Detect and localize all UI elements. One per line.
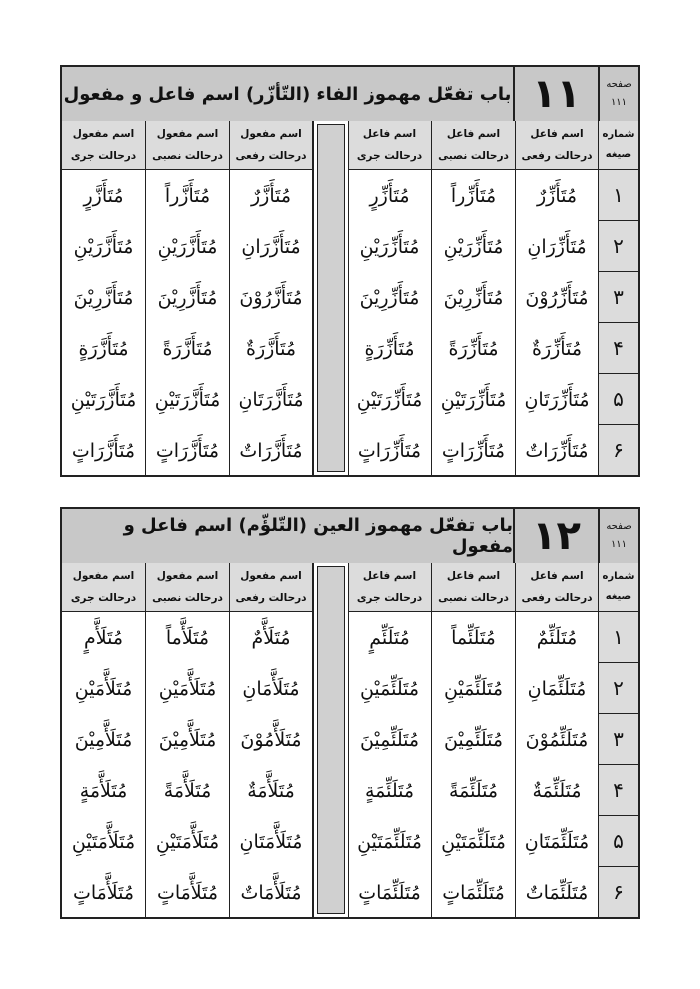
form-cell: مُتَأَزِّرَاتٍ	[441, 439, 506, 462]
column-type: اسم مفعول	[72, 570, 135, 582]
column-header	[230, 121, 313, 170]
form-column	[516, 170, 599, 475]
row-number: ۳	[599, 714, 638, 765]
column-case: درحالت جری	[356, 150, 423, 162]
form-cell: مُتَلَئِّمَيْنِ	[359, 677, 420, 700]
form-cell: مُتَلَئِّمَةٍ	[364, 779, 415, 802]
page-number: ۱۱۱	[610, 539, 628, 550]
form-cell: مُتَأَزِّرَةٌ	[532, 337, 583, 360]
column-header	[230, 563, 313, 612]
form-cell: مُتَلَئِّمَاتٌ	[525, 881, 589, 904]
row-number: ۲	[599, 221, 638, 272]
form-cell: مُتَلَئِّمَيْنِ	[443, 677, 504, 700]
page-reference	[600, 509, 638, 563]
row-number: ۲	[599, 663, 638, 714]
form-cell: مُتَأَزِّرَانِ	[527, 235, 587, 258]
form-cell: مُتَلَئِّمُوْنَ	[525, 728, 589, 751]
column-type: اسم مفعول	[72, 128, 135, 140]
form-cell: مُتَأَزَّرَتَانِ	[238, 388, 304, 411]
form-cell: مُتَأَزِّرَاتٌ	[525, 439, 589, 462]
form-cell: مُتَلَأَّمٌ	[251, 626, 291, 649]
form-cell: مُتَلَئِّمَاتٍ	[442, 881, 505, 904]
form-column	[62, 170, 146, 475]
column-header	[516, 121, 599, 170]
form-cell: مُتَأَزِّرَةٍ	[364, 337, 415, 360]
column-header	[146, 121, 230, 170]
form-cell: مُتَلَأَّماً	[165, 626, 210, 649]
form-cell: مُتَأَزَّراً	[164, 184, 211, 207]
column-type: اسم فاعل	[446, 570, 501, 582]
section-title: باب تفعّل مهموز العین (التّلؤّم) اسم فاعل و مفعول	[62, 509, 515, 563]
form-cell: مُتَلَأَّمَاتٌ	[240, 881, 302, 904]
form-column	[230, 170, 313, 475]
row-number: ۱	[599, 612, 638, 663]
form-cell: مُتَأَزِّرَيْنِ	[443, 235, 504, 258]
index-label: شماره	[602, 571, 635, 582]
form-cell: مُتَلَأَّمَانِ	[242, 677, 300, 700]
form-cell: مُتَأَزِّرٌ	[536, 184, 578, 207]
row-number: ۵	[599, 816, 638, 867]
column-type: اسم مفعول	[156, 570, 219, 582]
form-column	[62, 612, 146, 917]
form-cell: مُتَلَئِّمِيْنَ	[443, 728, 504, 751]
form-cell: مُتَلَأَّمَةً	[163, 779, 212, 802]
form-cell: مُتَلَأَّمَاتٍ	[72, 881, 135, 904]
column-separator	[313, 121, 349, 475]
index-label: شماره	[602, 129, 635, 140]
column-type: اسم فاعل	[530, 570, 584, 582]
page-reference	[600, 67, 638, 121]
form-cell: مُتَأَزَّرَيْنِ	[73, 235, 134, 258]
page-label: صفحه	[606, 79, 632, 90]
form-cell: مُتَأَزَّرَاتٍ	[71, 439, 136, 462]
column-case: درحالت نصبی	[152, 592, 223, 604]
form-cell: مُتَأَزِّرَتَيْنِ	[356, 388, 423, 411]
form-cell: مُتَلَأَّمَيْنِ	[158, 677, 217, 700]
form-cell: مُتَأَزِّرَيْنِ	[359, 235, 420, 258]
form-cell: مُتَأَزَّرَاتٌ	[239, 439, 303, 462]
form-cell: مُتَأَزَّرٌ	[250, 184, 292, 207]
column-header	[62, 121, 146, 170]
section-title: باب تفعّل مهموز الفاء (التّأزّر) اسم فاعل و مفعول	[62, 67, 515, 121]
form-cell: مُتَلَأَّمَةٍ	[79, 779, 128, 802]
page-label: صفحه	[606, 521, 632, 532]
index-label: صیغه	[605, 591, 632, 602]
page-number: ۱۱۱	[610, 97, 628, 108]
column-case: درحالت جری	[70, 592, 137, 604]
form-cell: مُتَأَزِّرِيْنَ	[359, 286, 420, 309]
row-number: ۶	[613, 880, 624, 904]
row-number: ۴	[599, 765, 638, 816]
form-cell: مُتَلَئِّماً	[451, 626, 496, 649]
column-case: درحالت رفعی	[235, 150, 307, 162]
form-column	[348, 612, 432, 917]
index-label: صیغه	[605, 149, 632, 160]
form-cell: مُتَلَئِّمِيْنَ	[359, 728, 420, 751]
form-column	[146, 170, 230, 475]
column-type: اسم فاعل	[362, 570, 417, 582]
form-cell: مُتَلَأَّمَتَيْنِ	[155, 830, 220, 853]
row-number: ۴	[599, 323, 638, 374]
form-cell: مُتَلَأَّمَتَيْنِ	[71, 830, 136, 853]
form-cell: مُتَأَزِّراً	[450, 184, 497, 207]
form-cell: مُتَلَأَّمَاتٍ	[156, 881, 219, 904]
form-column	[432, 170, 516, 475]
column-header	[348, 563, 432, 612]
form-cell: مُتَلَأَّمٍ	[84, 626, 124, 649]
form-cell: مُتَلَأَّمَتَانِ	[239, 830, 303, 853]
form-cell: مُتَأَزَّرَةٌ	[246, 337, 297, 360]
column-header	[432, 563, 516, 612]
form-cell: مُتَلَئِّمَةٌ	[532, 779, 582, 802]
form-cell: مُتَأَزَّرِيْنَ	[73, 286, 134, 309]
section-number: ۱۱	[515, 67, 600, 121]
form-cell: مُتَلَئِّمٌ	[536, 626, 578, 649]
form-column	[146, 612, 230, 917]
row-number: ۶	[613, 438, 624, 462]
column-case: درحالت نصبی	[438, 150, 509, 162]
form-cell: مُتَلَئِّمَانِ	[527, 677, 587, 700]
column-header	[146, 563, 230, 612]
column-case: درحالت رفعی	[235, 592, 307, 604]
row-number: ۵	[599, 374, 638, 425]
form-cell: مُتَلَئِّمَتَيْنِ	[441, 830, 506, 853]
column-case: درحالت نصبی	[152, 150, 223, 162]
form-cell: مُتَأَزَّرَةٍ	[78, 337, 129, 360]
column-case: درحالت جری	[356, 592, 423, 604]
conjugation-table	[60, 563, 640, 919]
form-cell: مُتَأَزَّرَاتٍ	[155, 439, 220, 462]
form-cell: مُتَأَزِّرَةً	[448, 337, 499, 360]
form-cell: مُتَأَزِّرٍ	[369, 184, 410, 207]
index-column	[599, 563, 638, 917]
column-case: درحالت جری	[70, 150, 137, 162]
column-type: اسم فاعل	[446, 128, 501, 140]
form-cell: مُتَأَزَّرُوْنَ	[239, 286, 303, 309]
form-cell: مُتَلَئِّمٍ	[369, 626, 410, 649]
form-column	[516, 612, 599, 917]
row-number: ۳	[599, 272, 638, 323]
index-column	[599, 121, 638, 475]
form-cell: مُتَلَئِّمَتَانِ	[524, 830, 590, 853]
form-cell: مُتَلَئِّمَتَيْنِ	[357, 830, 422, 853]
form-cell: مُتَلَأَّمَةٌ	[247, 779, 295, 802]
form-cell: مُتَأَزِّرِيْنَ	[443, 286, 504, 309]
index-header	[599, 121, 638, 170]
column-type: اسم فاعل	[362, 128, 417, 140]
section-header	[60, 507, 640, 565]
form-cell: مُتَلَئِّمَاتٍ	[358, 881, 421, 904]
form-cell: مُتَلَأَّمِيْنَ	[74, 728, 133, 751]
row-number: ۱	[599, 170, 638, 221]
form-column	[432, 612, 516, 917]
column-header	[516, 563, 599, 612]
column-type: اسم مفعول	[240, 570, 302, 582]
section-number: ۱۲	[515, 509, 600, 563]
column-case: درحالت رفعی	[521, 150, 593, 162]
form-cell: مُتَأَزَّرَانِ	[241, 235, 301, 258]
form-cell: مُتَأَزِّرَتَانِ	[524, 388, 590, 411]
form-cell: مُتَأَزَّرَيْنِ	[157, 235, 218, 258]
form-cell: مُتَلَأَّمُوْنَ	[240, 728, 302, 751]
column-case: درحالت نصبی	[438, 592, 509, 604]
form-column	[230, 612, 313, 917]
form-cell: مُتَأَزِّرُوْنَ	[525, 286, 589, 309]
form-cell: مُتَأَزَّرَتَيْنِ	[70, 388, 137, 411]
column-header	[432, 121, 516, 170]
form-column	[348, 170, 432, 475]
form-cell: مُتَأَزَّرَةً	[162, 337, 213, 360]
column-type: اسم مفعول	[156, 128, 219, 140]
index-header	[599, 563, 638, 612]
form-cell: مُتَأَزَّرٍ	[83, 184, 124, 207]
form-cell: مُتَلَأَّمِيْنَ	[158, 728, 217, 751]
form-cell: مُتَلَئِّمَةً	[448, 779, 499, 802]
column-header	[62, 563, 146, 612]
column-separator	[313, 563, 349, 917]
column-header	[348, 121, 432, 170]
form-cell: مُتَأَزِّرَتَيْنِ	[440, 388, 507, 411]
form-cell: مُتَأَزَّرَتَيْنِ	[154, 388, 221, 411]
section-header	[60, 65, 640, 123]
column-case: درحالت رفعی	[521, 592, 593, 604]
form-cell: مُتَلَأَّمَيْنِ	[74, 677, 133, 700]
column-type: اسم مفعول	[240, 128, 302, 140]
conjugation-table	[60, 121, 640, 477]
column-type: اسم فاعل	[530, 128, 584, 140]
form-cell: مُتَأَزِّرَاتٍ	[357, 439, 422, 462]
form-cell: مُتَأَزَّرِيْنَ	[157, 286, 218, 309]
